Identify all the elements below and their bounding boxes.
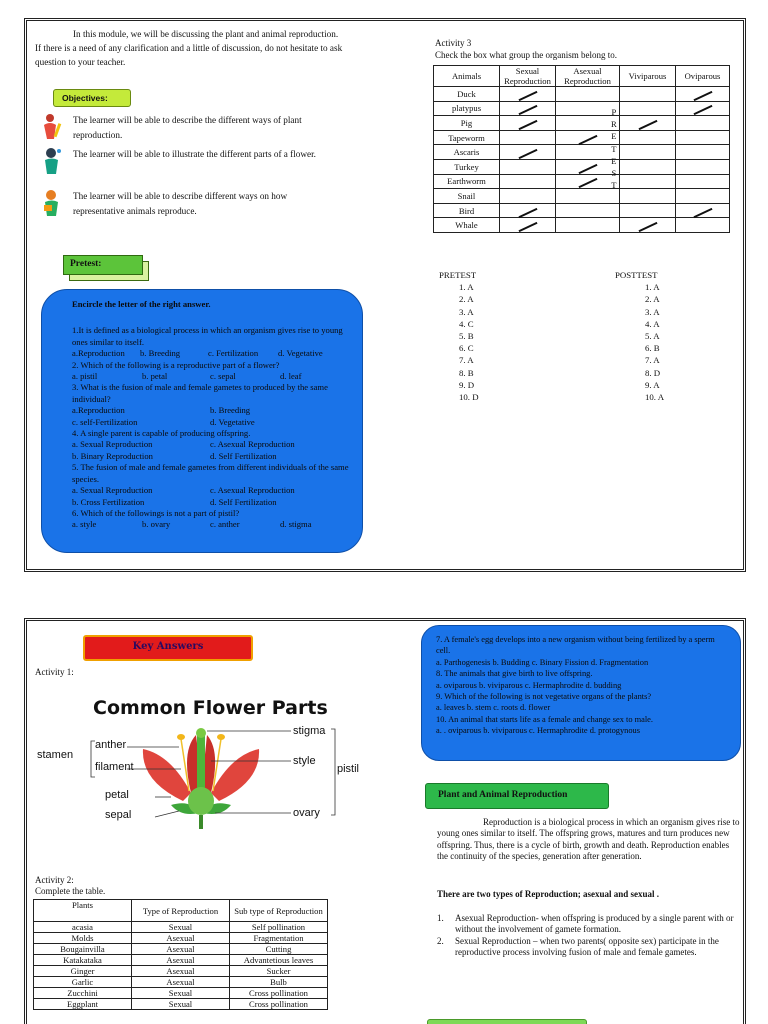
key-answers-title: Key Answers — [132, 641, 204, 652]
table-row — [434, 101, 730, 116]
activity2-instruction: Complete the table. — [35, 886, 106, 896]
pretest-answers-title: PRETEST — [439, 270, 477, 280]
pretest-label: Pretest: — [63, 255, 143, 275]
quiz-instruction: Encircle the letter of the right answer. — [72, 299, 211, 309]
check-mark-icon — [578, 164, 597, 174]
module-page-bottom — [24, 618, 746, 1024]
table-cell: Self pollination — [230, 922, 328, 933]
table-row — [434, 87, 730, 102]
checkbox-cell[interactable] — [500, 101, 556, 116]
checkbox-cell[interactable] — [620, 189, 676, 204]
check-mark-icon — [518, 91, 537, 101]
flower-diagram-title: Common Flower Parts — [93, 697, 328, 719]
col-header: Animals — [434, 66, 500, 87]
checkbox-cell[interactable] — [500, 203, 556, 218]
posttest-answer: 10. A — [645, 392, 665, 403]
animal-cell: Pig — [434, 116, 500, 131]
table-row — [34, 988, 328, 999]
activity3-title: Activity 3 — [435, 38, 472, 48]
posttest-answers — [615, 269, 664, 403]
objective-item — [41, 189, 323, 219]
checkbox-cell[interactable] — [556, 145, 620, 160]
posttest-answer: 9. A — [645, 379, 660, 390]
checkbox-cell[interactable] — [556, 159, 620, 174]
intro-paragraph: In this module, we will be discussing the plant and animal reproduction. If there is a need of any clarification and a little of discussion, do not hesitate to ask question to your teacher. — [35, 29, 343, 67]
col-header: Sexual Reproduction — [500, 66, 556, 87]
animal-cell: Whale — [434, 218, 500, 233]
table-cell: Zucchini — [34, 988, 132, 999]
check-mark-icon — [518, 149, 537, 159]
checkbox-cell[interactable] — [676, 116, 730, 131]
posttest-answer: 8. D — [645, 367, 661, 378]
animal-cell: Earthworm — [434, 174, 500, 189]
pretest-answer: 8. B — [459, 367, 474, 378]
check-mark-icon — [518, 105, 537, 115]
table-row — [434, 145, 730, 160]
list-item: 1. Asexual Reproduction- when offspring is produced by a single parent with or without the involvement of gamete formation. — [437, 913, 741, 936]
question-1: 1.It is defined as a biological process in which an organism gives rise to young ones similar to itself. — [72, 325, 343, 347]
table-cell: Bougainvilla — [34, 944, 132, 955]
child-writing-icon — [41, 113, 63, 143]
table-cell: Sexual — [132, 999, 230, 1010]
col-header: Asexual Reproduction — [556, 66, 620, 87]
table-cell: Cutting — [230, 944, 328, 955]
table-cell: Asexual — [132, 966, 230, 977]
checkbox-cell[interactable] — [676, 159, 730, 174]
objective-item — [41, 147, 323, 177]
style-shape — [197, 735, 205, 793]
activity2-table — [33, 899, 328, 1010]
table-cell: Asexual — [132, 944, 230, 955]
checkbox-cell[interactable] — [556, 130, 620, 145]
question-4: 4. A single parent is capable of producing offspring. — [72, 428, 251, 439]
table-row — [434, 203, 730, 218]
posttest-answer: 6. B — [645, 343, 660, 354]
checkbox-cell[interactable] — [500, 218, 556, 233]
animal-cell: Tapeworm — [434, 130, 500, 145]
checkbox-cell[interactable] — [500, 116, 556, 131]
posttest-answer: 1. A — [645, 282, 660, 293]
table-row — [34, 999, 328, 1010]
question-7: 7. A female's egg develops into a new organism without being fertilized by a sperm cell. — [436, 635, 715, 656]
check-mark-icon — [518, 120, 537, 130]
q2-choices: a. pistil b. petal c. sepal d. leaf — [72, 371, 302, 382]
checkbox-cell[interactable] — [500, 87, 556, 102]
list-item: 2. Sexual Reproduction – when two parents( opposite sex) participate in the reproductive process involving fusion of male and female gametes. — [437, 936, 741, 959]
q3-choices-b: c. self-Fertilization d. Vegetative — [72, 416, 255, 427]
checkbox-cell[interactable] — [620, 130, 676, 145]
child-reading-icon — [41, 189, 63, 219]
activity3-instruction: Check the box what group the organism belong to. — [435, 50, 618, 60]
checkbox-cell[interactable] — [556, 87, 620, 102]
checkbox-cell[interactable] — [620, 87, 676, 102]
pretest-answer: 7. A — [459, 355, 474, 366]
checkbox-cell[interactable] — [676, 218, 730, 233]
vertical-letter: T — [611, 143, 617, 154]
question-9: 9. Which of the following is not vegetative organs of the plants? — [436, 692, 652, 702]
checkbox-cell[interactable] — [676, 203, 730, 218]
table-row — [434, 218, 730, 233]
check-mark-icon — [518, 207, 537, 217]
animal-cell: Snail — [434, 189, 500, 204]
table-cell: Garlic — [34, 977, 132, 988]
checkbox-cell[interactable] — [676, 189, 730, 204]
table-row — [34, 922, 328, 933]
check-mark-icon — [693, 91, 712, 101]
checkbox-cell[interactable] — [620, 174, 676, 189]
animal-cell: Ascaris — [434, 145, 500, 160]
col-header: Viviparous — [620, 66, 676, 87]
activity3-heading — [435, 37, 617, 61]
pretest-quiz — [41, 289, 363, 553]
check-mark-icon — [638, 222, 657, 232]
pretest-answer: 6. C — [459, 343, 474, 354]
pretest-answers — [439, 269, 479, 403]
table-row — [434, 130, 730, 145]
label-pistil: pistil — [337, 763, 360, 775]
checkbox-cell[interactable] — [500, 145, 556, 160]
posttest-answer: 2. A — [645, 294, 660, 305]
posttest-quiz — [421, 625, 741, 761]
vertical-letter: R — [611, 119, 617, 130]
table-row — [34, 933, 328, 944]
label-ovary: ovary — [293, 807, 320, 819]
q9-choices: a. leaves b. stem c. roots d. flower — [436, 703, 551, 713]
objectives-label: Objectives: — [53, 89, 131, 107]
checkbox-cell[interactable] — [620, 203, 676, 218]
pretest-answer: 5. B — [459, 331, 474, 342]
checkbox-cell[interactable] — [500, 174, 556, 189]
objective-text: The learner will be able to describe the different ways of plant reproduction. — [73, 115, 302, 140]
table-cell: Katakataka — [34, 955, 132, 966]
table-row — [434, 174, 730, 189]
table-row — [434, 159, 730, 174]
table-cell: Sexual — [132, 922, 230, 933]
q6-choices: a. style b. ovary c. anther d. stigma — [72, 519, 312, 530]
checkbox-cell[interactable] — [676, 174, 730, 189]
check-mark-icon — [578, 178, 597, 188]
stem-shape — [199, 815, 203, 829]
label-stamen: stamen — [37, 749, 74, 761]
q1-choices: a.Reproduction b. Breeding c. Fertilization d. Vegetative — [72, 348, 323, 359]
check-mark-icon — [693, 207, 712, 217]
checkbox-cell[interactable] — [500, 189, 556, 204]
vertical-letter: T — [611, 180, 617, 191]
checkbox-cell[interactable] — [500, 159, 556, 174]
vertical-word — [611, 106, 617, 191]
q8-choices: a. oviparous b. viviparous c. Hermaphrodite d. budding — [436, 680, 622, 690]
table-cell: Asexual — [132, 977, 230, 988]
q4-choices-b: b. Binary Reproduction d. Self Fertilization — [72, 450, 277, 461]
checkbox-cell[interactable] — [556, 203, 620, 218]
table-cell: Sucker — [230, 966, 328, 977]
posttest-answers-title: POSTTEST — [615, 270, 658, 280]
label-stigma: stigma — [293, 725, 326, 737]
activity3-table — [433, 65, 730, 233]
checkbox-cell[interactable] — [620, 218, 676, 233]
module-page-top — [24, 18, 746, 572]
checkbox-cell[interactable] — [676, 145, 730, 160]
label-filament: filament — [95, 761, 134, 773]
question-8: 8. The animals that give birth to live offspring. — [436, 669, 593, 679]
reproduction-paragraph: Reproduction is a biological process in which an organism gives rise to young ones similar to itself. The offspring grows, matures and turn produces new offspring. Thus, there is a cycle of birth, growth and death. Reproduction enables the continuity of the species, generation after generation. — [437, 817, 740, 862]
types-list — [437, 913, 741, 959]
table-cell: Sexual — [132, 988, 230, 999]
table-row — [34, 944, 328, 955]
activity2-heading — [35, 875, 105, 897]
pretest-answer: 4. C — [459, 318, 474, 329]
q5-choices-a: a. Sexual Reproduction c. Asexual Reproduction — [72, 485, 295, 496]
stigma-shape — [196, 728, 206, 738]
vertical-letter: E — [611, 155, 617, 166]
next-section-bar — [427, 1019, 587, 1024]
label-style: style — [293, 755, 316, 767]
type-sexual: Sexual Reproduction – when two parents( opposite sex) participate in the reproductive process involving fusion of male and female gametes. — [455, 935, 719, 958]
table-cell: Eggplant — [34, 999, 132, 1010]
checkbox-cell[interactable] — [556, 189, 620, 204]
objective-item — [41, 113, 323, 143]
label-sepal: sepal — [105, 809, 132, 821]
question-3: 3. What is the fusion of male and female gametes to produced by the same individual? — [72, 382, 328, 404]
table-cell: Cross pollination — [230, 988, 328, 999]
table-row — [434, 116, 730, 131]
checkbox-cell[interactable] — [556, 174, 620, 189]
checkbox-cell[interactable] — [556, 116, 620, 131]
checkbox-cell[interactable] — [620, 159, 676, 174]
anther-shape — [177, 734, 185, 740]
table-cell: Ginger — [34, 966, 132, 977]
animal-cell: platypus — [434, 101, 500, 116]
checkbox-cell[interactable] — [676, 87, 730, 102]
vertical-letter: S — [611, 168, 617, 179]
check-mark-icon — [518, 222, 537, 232]
key-answers-banner — [83, 633, 253, 663]
animal-cell: Bird — [434, 203, 500, 218]
question-2: 2. Which of the following is a reproductive part of a flower? — [72, 359, 280, 370]
activity2-label: Activity 2: — [35, 875, 74, 885]
checkbox-cell[interactable] — [556, 101, 620, 116]
label-anther: anther — [95, 739, 127, 751]
child-thinking-icon — [41, 147, 63, 177]
pretest-answer: 3. A — [459, 306, 474, 317]
table-cell: Asexual — [132, 933, 230, 944]
label-petal: petal — [105, 789, 129, 801]
pretest-answer: 2. A — [459, 294, 474, 305]
posttest-answer: 5. A — [645, 331, 660, 342]
pretest-answer: 9. D — [459, 379, 475, 390]
q7-choices: a. Parthogenesis b. Budding c. Binary Fission d. Fragmentation — [436, 657, 649, 667]
activity1-label: Activity 1: — [35, 667, 74, 677]
table-row — [34, 977, 328, 988]
table-cell: Molds — [34, 933, 132, 944]
table-row — [434, 189, 730, 204]
table-cell: Advantetious leaves — [230, 955, 328, 966]
checkbox-cell[interactable] — [620, 116, 676, 131]
objective-text: The learner will be able to describe different ways on how representative animals reproduce. — [73, 191, 288, 216]
checkbox-cell[interactable] — [620, 101, 676, 116]
table-cell: Cross pollination — [230, 999, 328, 1010]
table-cell: acasia — [34, 922, 132, 933]
plant-animal-reproduction-title: Plant and Animal Reproduction — [425, 783, 609, 809]
checkbox-cell[interactable] — [676, 130, 730, 145]
q10-choices: a. . oviparous b. viviparous c. Hermaphrodite d. protogynous — [436, 726, 640, 736]
q3-choices-a: a.Reproduction b. Breeding — [72, 405, 251, 416]
question-6: 6. Which of the followings is not a part of pistil? — [72, 507, 240, 518]
animal-cell: Turkey — [434, 159, 500, 174]
vertical-letter: E — [611, 131, 617, 142]
question-10: 10. An animal that starts life as a female and change sex to male. — [436, 714, 653, 724]
pretest-answer: 1. A — [459, 282, 474, 293]
table-cell: Bulb — [230, 977, 328, 988]
posttest-answer: 4. A — [645, 318, 660, 329]
type-asexual: Asexual Reproduction- when offspring is produced by a single parent with or without the involvement of gamete formation. — [455, 913, 734, 935]
table-row — [34, 966, 328, 977]
objective-text: The learner will be able to illustrate the different parts of a flower. — [73, 149, 316, 159]
two-types-heading: There are two types of Reproduction; asexual and sexual . — [437, 889, 660, 899]
table-cell: Asexual — [132, 955, 230, 966]
q5-choices-b: b. Cross Fertilization d. Self Fertilization — [72, 496, 277, 507]
col-header: Type of Reproduction — [132, 900, 230, 922]
check-mark-icon — [693, 105, 712, 115]
col-header: Sub type of Reproduction — [230, 900, 328, 922]
check-mark-icon — [578, 134, 597, 144]
checkbox-cell[interactable] — [676, 101, 730, 116]
table-row — [34, 955, 328, 966]
table-header-row — [34, 900, 328, 922]
anther-shape — [217, 734, 225, 740]
animal-cell: Duck — [434, 87, 500, 102]
table-header-row — [434, 66, 730, 87]
question-5: 5. The fusion of male and female gametes from different individuals of the same species. — [72, 462, 349, 484]
posttest-answer: 3. A — [645, 306, 660, 317]
ovary-shape — [188, 787, 214, 815]
checkbox-cell[interactable] — [620, 145, 676, 160]
checkbox-cell[interactable] — [500, 130, 556, 145]
q4-choices-a: a. Sexual Reproduction c. Asexual Reproduction — [72, 439, 295, 450]
table-cell: Fragmentation — [230, 933, 328, 944]
posttest-answer: 7. A — [645, 355, 660, 366]
col-header: Oviparous — [676, 66, 730, 87]
check-mark-icon — [638, 120, 657, 130]
vertical-letter: P — [611, 107, 617, 117]
checkbox-cell[interactable] — [556, 218, 620, 233]
col-header: Plants — [34, 900, 132, 922]
pretest-answer: 10. D — [459, 392, 479, 403]
